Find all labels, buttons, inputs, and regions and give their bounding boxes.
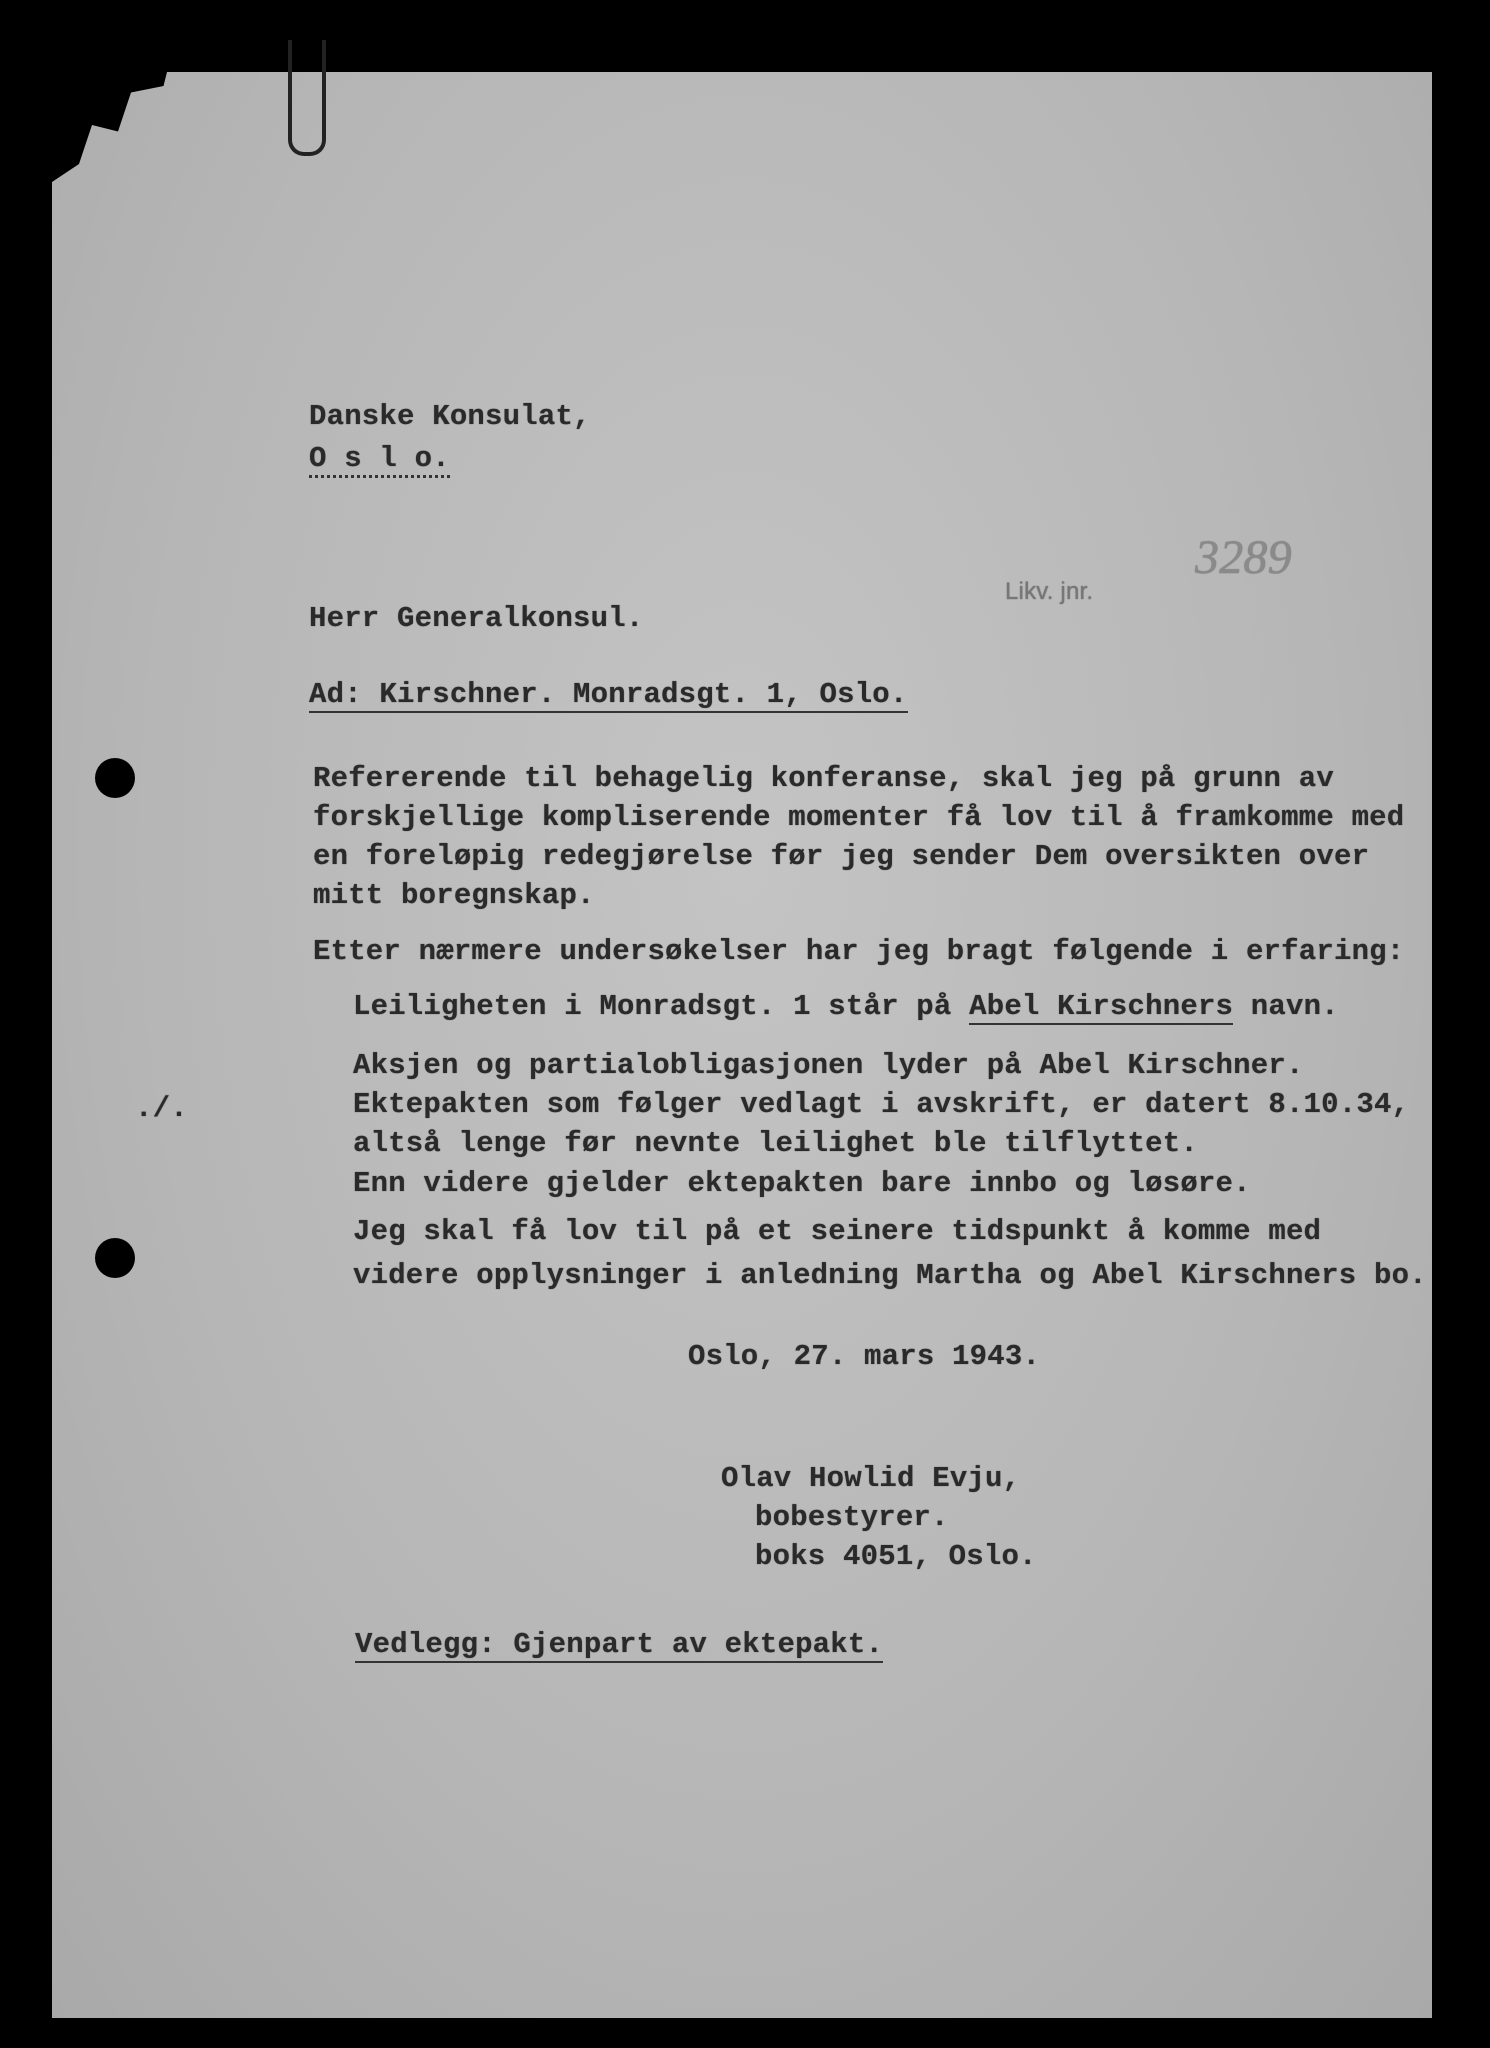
finding-line: altså lenge før nevnte leilighet ble tilflyttet. (353, 1127, 1198, 1160)
punch-hole (95, 1238, 135, 1278)
punch-hole (95, 758, 135, 798)
enclosure-line: Vedlegg: Gjenpart av ektepakt. (355, 1628, 884, 1661)
date-line: Oslo, 27. mars 1943. (688, 1340, 1041, 1373)
paperclip-icon (288, 40, 326, 156)
paragraph-line: en foreløpig redegjørelse før jeg sender Dem oversikten over (313, 840, 1370, 873)
signature-address: boks 4051, Oslo. (755, 1540, 1037, 1573)
closing-line: Jeg skal få lov til på et seinere tidspunkt å komme med (353, 1215, 1322, 1248)
margin-mark: ./. (135, 1092, 188, 1125)
intro-line: Etter nærmere undersøkelser har jeg bragt følgende i erfaring: (313, 935, 1405, 968)
paragraph-line: forskjellige kompliserende momenter få lov til å framkomme med (313, 801, 1405, 834)
finding-line: Aksjen og partialobligasjonen lyder på Abel Kirschner. (353, 1049, 1304, 1082)
closing-line: videre opplysninger i anledning Martha og Abel Kirschners bo. (353, 1259, 1427, 1292)
recipient-line2: O s l o. (309, 442, 450, 478)
subject-line: Ad: Kirschner. Monradsgt. 1, Oslo. (309, 678, 908, 711)
finding-text: Leiligheten i Monradsgt. 1 står på (353, 990, 970, 1023)
salutation: Herr Generalkonsul. (309, 602, 644, 635)
paragraph-line: mitt boregnskap. (313, 879, 595, 912)
underlined-name: Abel Kirschners (969, 990, 1234, 1023)
paragraph-line: Refererende til behagelig konferanse, skal jeg på grunn av (313, 762, 1334, 795)
stamp-label: Likv. jnr. (1005, 578, 1094, 605)
finding-line (353, 990, 1339, 1023)
stamp-number: 3289 (1195, 531, 1292, 584)
finding-text: navn. (1233, 990, 1339, 1023)
signature-name: Olav Howlid Evju, (721, 1462, 1021, 1495)
finding-line: Ektepakten som følger vedlagt i avskrift, er datert 8.10.34, (353, 1088, 1410, 1121)
document-page (52, 72, 1432, 2018)
recipient-line1: Danske Konsulat, (309, 400, 591, 433)
finding-line: Enn videre gjelder ektepakten bare innbo og løsøre. (353, 1167, 1251, 1200)
signature-title: bobestyrer. (755, 1501, 949, 1534)
